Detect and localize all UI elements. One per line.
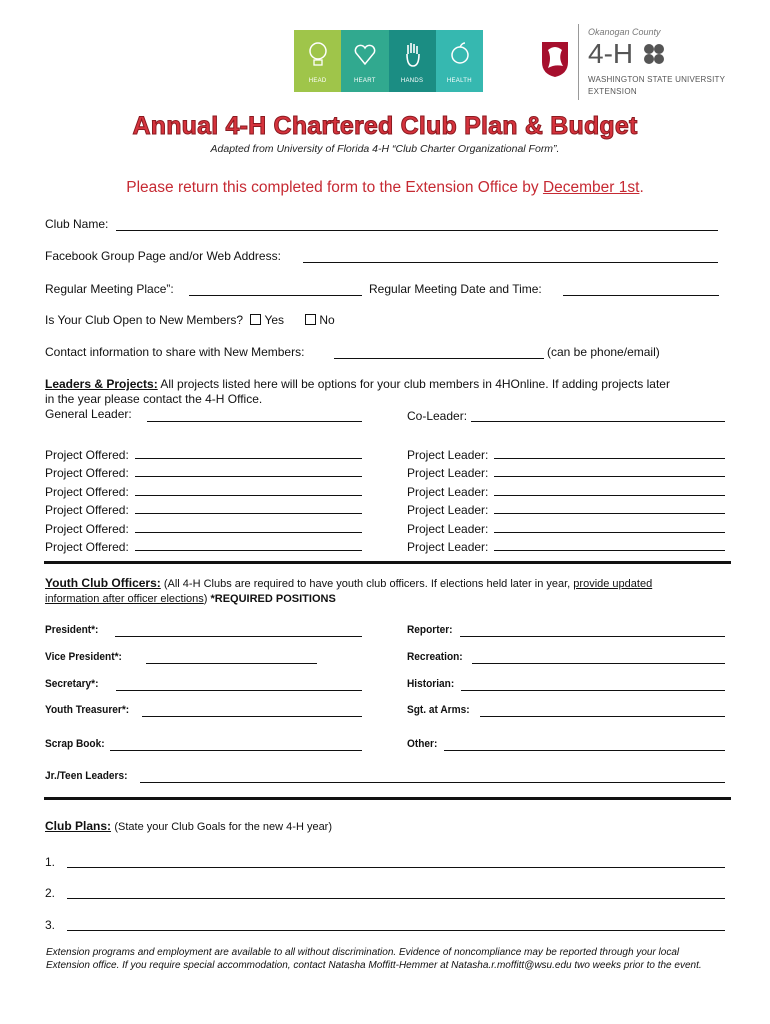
footer-line-1: Extension programs and employment are available to all without discrimination. Evidence of noncompliance may be reported through your local xyxy=(46,947,680,958)
meeting-time-field[interactable] xyxy=(563,295,719,296)
historian-label: Historian: xyxy=(407,678,455,690)
project-offered-field[interactable] xyxy=(135,458,362,459)
officers-intro xyxy=(45,576,735,607)
heart-tile xyxy=(341,30,388,92)
project-offered-field[interactable] xyxy=(135,532,362,533)
project-leader-label: Project Leader: xyxy=(407,466,489,481)
project-offered-field[interactable] xyxy=(135,476,362,477)
leaders-text2: in the year please contact the 4-H Office. xyxy=(45,392,263,406)
health-tile xyxy=(436,30,483,92)
sgt-at-arms-field[interactable] xyxy=(480,716,725,717)
open-members-label: Is Your Club Open to New Members? xyxy=(45,313,244,327)
project-leader-label: Project Leader: xyxy=(407,521,489,536)
project-leader-field[interactable] xyxy=(494,458,725,459)
plan-number: 1. xyxy=(45,855,56,869)
treasurer-label: Youth Treasurer*: xyxy=(45,704,130,716)
plans-heading: Club Plans: xyxy=(45,819,112,833)
project-leader-label: Project Leader: xyxy=(407,540,489,555)
contact-field[interactable] xyxy=(334,358,544,359)
no-checkbox[interactable] xyxy=(305,314,316,325)
plan-goal-3-field[interactable] xyxy=(67,930,725,931)
hands-label: HANDS xyxy=(400,78,424,84)
project-offered-field[interactable] xyxy=(135,513,362,514)
project-leader-field[interactable] xyxy=(494,532,725,533)
co-leader-label: Co-Leader: xyxy=(407,409,468,423)
co-leader-field[interactable] xyxy=(471,421,725,422)
president-label: President*: xyxy=(45,624,99,636)
facebook-field[interactable] xyxy=(303,262,718,263)
club-name-label: Club Name: xyxy=(45,217,109,231)
hands-tile xyxy=(389,30,436,92)
due-date: December 1st xyxy=(542,179,640,196)
project-offered-label: Project Offered: xyxy=(45,484,129,499)
historian-field[interactable] xyxy=(461,690,725,691)
meeting-time-label: Regular Meeting Date and Time: xyxy=(369,282,542,296)
return-text: Please return this completed form to the Extension Office by xyxy=(126,179,543,196)
section-divider xyxy=(44,797,731,800)
officers-text: (All 4-H Clubs are required to have youth club officers. If elections held later in year, xyxy=(163,578,574,590)
project-offered-field[interactable] xyxy=(135,495,362,496)
other-label: Other: xyxy=(407,738,438,750)
project-offered-label: Project Offered: xyxy=(45,448,129,462)
club-name-field[interactable] xyxy=(116,230,718,231)
apple-icon xyxy=(448,40,472,70)
4h-text: 4-H xyxy=(588,38,634,69)
sgt-at-arms-label: Sgt. at Arms: xyxy=(407,704,470,716)
extension-name: EXTENSION xyxy=(588,87,637,96)
logo-divider xyxy=(578,24,579,100)
clover-icon xyxy=(641,41,667,67)
plan-number: 3. xyxy=(45,918,56,932)
required-positions: *REQUIRED POSITIONS xyxy=(210,593,336,605)
general-leader-field[interactable] xyxy=(147,421,362,422)
treasurer-field[interactable] xyxy=(142,716,362,717)
project-leader-label: Project Leader: xyxy=(407,448,489,462)
project-leader-field[interactable] xyxy=(494,513,725,514)
vice-president-field[interactable] xyxy=(146,663,317,664)
return-notice xyxy=(0,179,770,197)
county-name: Okanogan County xyxy=(588,27,661,37)
plan-number: 2. xyxy=(45,886,56,900)
plan-goal-1-field[interactable] xyxy=(67,867,725,868)
university-name: WASHINGTON STATE UNIVERSITY xyxy=(588,75,726,84)
plan-goal-2-field[interactable] xyxy=(67,898,725,899)
project-leader-field[interactable] xyxy=(494,550,725,551)
lightbulb-icon xyxy=(306,40,330,70)
president-field[interactable] xyxy=(115,636,362,637)
project-offered-label: Project Offered: xyxy=(45,540,129,555)
reporter-field[interactable] xyxy=(460,636,725,637)
heart-label: HEART xyxy=(354,78,376,84)
general-leader-label: General Leader: xyxy=(45,407,132,421)
other-field[interactable] xyxy=(444,750,725,751)
teen-leaders-field[interactable] xyxy=(140,782,725,783)
plans-text: (State your Club Goals for the new 4-H year) xyxy=(114,821,333,833)
footer-line-2: Extension office. If you require special accommodation, contact Natasha Moffitt-Hemmer at Natasha.r.moffitt@wsu.edu two weeks prior to the event. xyxy=(46,960,702,971)
project-leader-field[interactable] xyxy=(494,476,725,477)
footer-disclaimer xyxy=(46,946,736,972)
heart-icon xyxy=(353,40,377,70)
project-offered-field[interactable] xyxy=(135,550,362,551)
leaders-text: All projects listed here will be options for your club members in 4HOnline. If adding projects later xyxy=(157,377,670,391)
leaders-intro xyxy=(45,377,735,422)
meeting-place-label: Regular Meeting Place”: xyxy=(45,282,174,296)
yes-checkbox[interactable] xyxy=(250,314,261,325)
recreation-field[interactable] xyxy=(472,663,725,664)
contact-note: (can be phone/email) xyxy=(547,345,660,359)
project-leader-label: Project Leader: xyxy=(407,484,489,499)
project-offered-label: Project Offered: xyxy=(45,503,129,518)
project-offered-labels xyxy=(45,446,129,556)
officers-text-underlined: provide updated xyxy=(573,578,653,590)
facebook-label: Facebook Group Page and/or Web Address: xyxy=(45,249,281,263)
4h-wordmark xyxy=(588,38,667,70)
return-period: . xyxy=(639,179,644,196)
reporter-label: Reporter: xyxy=(407,624,453,636)
scrap-book-label: Scrap Book: xyxy=(45,738,105,750)
project-offered-label: Project Offered: xyxy=(45,466,129,481)
section-divider xyxy=(44,561,731,564)
scrap-book-field[interactable] xyxy=(110,750,362,751)
page-title: Annual 4-H Chartered Club Plan & Budget xyxy=(132,112,638,140)
open-members-row xyxy=(45,313,335,327)
project-leader-label: Project Leader: xyxy=(407,503,489,518)
project-offered-label: Project Offered: xyxy=(45,521,129,536)
head-tile xyxy=(294,30,341,92)
contact-label: Contact information to share with New Members: xyxy=(45,345,305,359)
meeting-place-field[interactable] xyxy=(189,295,362,296)
no-label: No xyxy=(319,313,335,327)
teen-leaders-label: Jr./Teen Leaders: xyxy=(45,770,128,782)
hand-icon xyxy=(401,40,425,70)
recreation-label: Recreation: xyxy=(407,651,463,663)
vice-president-label: Vice President*: xyxy=(45,651,122,663)
4h-pillars-logo xyxy=(294,30,483,92)
secretary-label: Secretary*: xyxy=(45,678,99,690)
secretary-field[interactable] xyxy=(116,690,362,691)
leaders-heading: Leaders & Projects: xyxy=(45,377,158,391)
plans-intro xyxy=(45,819,332,833)
officers-text2-underlined: information after officer elections xyxy=(45,593,204,605)
subtitle: Adapted from University of Florida 4-H “Club Charter Organizational Form”. xyxy=(210,143,560,155)
health-label: HEALTH xyxy=(446,78,472,84)
head-label: HEAD xyxy=(308,78,327,84)
project-leader-field[interactable] xyxy=(494,495,725,496)
project-leader-labels xyxy=(407,446,488,556)
wsu-cougar-logo xyxy=(540,38,570,78)
yes-label: Yes xyxy=(264,313,285,327)
officers-heading: Youth Club Officers: xyxy=(45,576,161,590)
officers-text2: ) xyxy=(203,593,211,605)
